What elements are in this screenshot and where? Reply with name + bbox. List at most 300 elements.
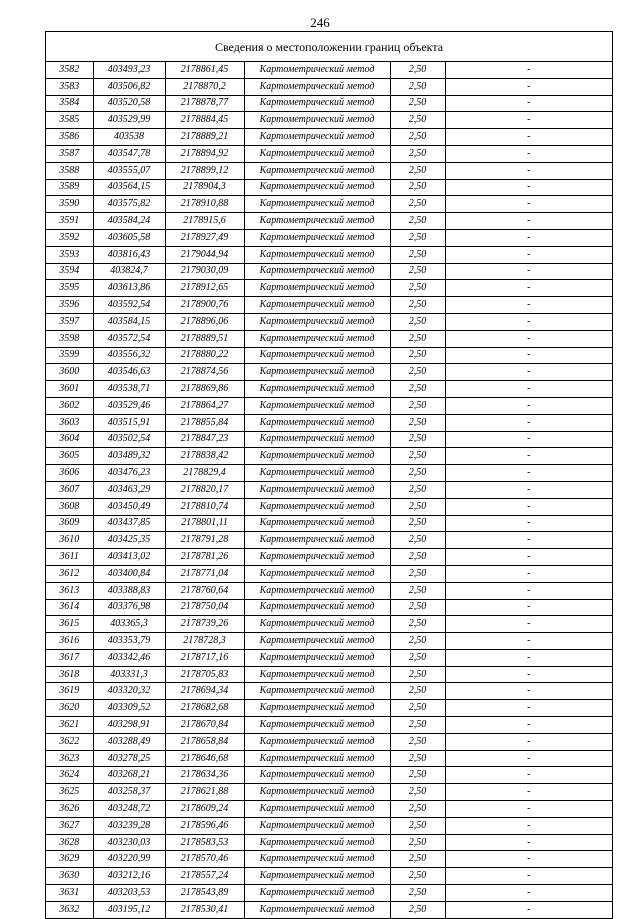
x-coordinate-cell: 403425,35 <box>93 532 165 549</box>
point-number-cell: 3621 <box>46 717 93 734</box>
method-cell: Картометрический метод <box>244 868 390 885</box>
accuracy-cell: 2,50 <box>390 263 445 280</box>
point-number-cell: 3618 <box>46 666 93 683</box>
accuracy-cell: 2,50 <box>390 481 445 498</box>
accuracy-cell: 2,50 <box>390 196 445 213</box>
y-coordinate-cell: 2178829,4 <box>165 465 244 482</box>
y-coordinate-cell: 2178646,68 <box>165 750 244 767</box>
method-cell: Картометрический метод <box>244 817 390 834</box>
x-coordinate-cell: 403320,32 <box>93 683 165 700</box>
accuracy-cell: 2,50 <box>390 162 445 179</box>
y-coordinate-cell: 2178861,45 <box>165 62 244 78</box>
point-number-cell: 3630 <box>46 868 93 885</box>
accuracy-cell: 2,50 <box>390 414 445 431</box>
accuracy-cell: 2,50 <box>390 717 445 734</box>
y-coordinate-cell: 2178910,88 <box>165 196 244 213</box>
description-cell: - <box>445 901 612 917</box>
table-row <box>46 112 612 129</box>
point-number-cell: 3631 <box>46 885 93 902</box>
point-number-cell: 3587 <box>46 145 93 162</box>
x-coordinate-cell: 403529,99 <box>93 112 165 129</box>
y-coordinate-cell: 2178557,24 <box>165 868 244 885</box>
table-row <box>46 381 612 398</box>
table-row <box>46 263 612 280</box>
description-cell: - <box>445 750 612 767</box>
description-cell: - <box>445 515 612 532</box>
accuracy-cell: 2,50 <box>390 498 445 515</box>
y-coordinate-cell: 2178771,04 <box>165 565 244 582</box>
method-cell: Картометрический метод <box>244 851 390 868</box>
point-number-cell: 3590 <box>46 196 93 213</box>
y-coordinate-cell: 2178634,36 <box>165 767 244 784</box>
accuracy-cell: 2,50 <box>390 834 445 851</box>
accuracy-cell: 2,50 <box>390 733 445 750</box>
accuracy-cell: 2,50 <box>390 901 445 917</box>
x-coordinate-cell: 403520,58 <box>93 95 165 112</box>
x-coordinate-cell: 403575,82 <box>93 196 165 213</box>
method-cell: Картометрический метод <box>244 347 390 364</box>
method-cell: Картометрический метод <box>244 129 390 146</box>
point-number-cell: 3605 <box>46 448 93 465</box>
method-cell: Картометрический метод <box>244 62 390 78</box>
y-coordinate-cell: 2178609,24 <box>165 801 244 818</box>
description-cell: - <box>445 616 612 633</box>
method-cell: Картометрический метод <box>244 112 390 129</box>
x-coordinate-cell: 403203,53 <box>93 885 165 902</box>
x-coordinate-cell: 403239,28 <box>93 817 165 834</box>
y-coordinate-cell: 2178570,46 <box>165 851 244 868</box>
accuracy-cell: 2,50 <box>390 549 445 566</box>
description-cell: - <box>445 213 612 230</box>
method-cell: Картометрический метод <box>244 885 390 902</box>
table-row <box>46 532 612 549</box>
description-cell: - <box>445 431 612 448</box>
accuracy-cell: 2,50 <box>390 649 445 666</box>
point-number-cell: 3582 <box>46 62 93 78</box>
table-row <box>46 767 612 784</box>
x-coordinate-cell: 403437,85 <box>93 515 165 532</box>
table-row <box>46 666 612 683</box>
description-cell: - <box>445 62 612 78</box>
x-coordinate-cell: 403506,82 <box>93 78 165 95</box>
method-cell: Картометрический метод <box>244 229 390 246</box>
x-coordinate-cell: 403450,49 <box>93 498 165 515</box>
x-coordinate-cell: 403278,25 <box>93 750 165 767</box>
table-row <box>46 733 612 750</box>
x-coordinate-cell: 403476,23 <box>93 465 165 482</box>
description-cell: - <box>445 834 612 851</box>
description-cell: - <box>445 801 612 818</box>
description-cell: - <box>445 414 612 431</box>
y-coordinate-cell: 2178912,65 <box>165 280 244 297</box>
y-coordinate-cell: 2178864,27 <box>165 397 244 414</box>
accuracy-cell: 2,50 <box>390 767 445 784</box>
description-cell: - <box>445 364 612 381</box>
description-cell: - <box>445 162 612 179</box>
method-cell: Картометрический метод <box>244 700 390 717</box>
method-cell: Картометрический метод <box>244 431 390 448</box>
y-coordinate-cell: 2178820,17 <box>165 481 244 498</box>
description-cell: - <box>445 868 612 885</box>
description-cell: - <box>445 196 612 213</box>
page-number: 246 <box>310 15 330 30</box>
table-row <box>46 162 612 179</box>
y-coordinate-cell: 2178530,41 <box>165 901 244 917</box>
point-number-cell: 3600 <box>46 364 93 381</box>
method-cell: Картометрический метод <box>244 465 390 482</box>
point-number-cell: 3627 <box>46 817 93 834</box>
method-cell: Картометрический метод <box>244 633 390 650</box>
accuracy-cell: 2,50 <box>390 347 445 364</box>
x-coordinate-cell: 403463,29 <box>93 481 165 498</box>
method-cell: Картометрический метод <box>244 246 390 263</box>
method-cell: Картометрический метод <box>244 78 390 95</box>
point-number-cell: 3609 <box>46 515 93 532</box>
x-coordinate-cell: 403413,02 <box>93 549 165 566</box>
table-row <box>46 330 612 347</box>
point-number-cell: 3592 <box>46 229 93 246</box>
description-cell: - <box>445 767 612 784</box>
point-number-cell: 3588 <box>46 162 93 179</box>
method-cell: Картометрический метод <box>244 549 390 566</box>
accuracy-cell: 2,50 <box>390 145 445 162</box>
description-cell: - <box>445 885 612 902</box>
method-cell: Картометрический метод <box>244 767 390 784</box>
x-coordinate-cell: 403342,46 <box>93 649 165 666</box>
table-row <box>46 179 612 196</box>
table-row <box>46 465 612 482</box>
x-coordinate-cell: 403538 <box>93 129 165 146</box>
point-number-cell: 3597 <box>46 313 93 330</box>
table-row <box>46 616 612 633</box>
y-coordinate-cell: 2178889,21 <box>165 129 244 146</box>
table-row <box>46 633 612 650</box>
point-number-cell: 3614 <box>46 599 93 616</box>
y-coordinate-cell: 2178869,86 <box>165 381 244 398</box>
table-row <box>46 229 612 246</box>
accuracy-cell: 2,50 <box>390 616 445 633</box>
table-row <box>46 683 612 700</box>
table-row <box>46 313 612 330</box>
description-cell: - <box>445 817 612 834</box>
table-row <box>46 431 612 448</box>
method-cell: Картометрический метод <box>244 498 390 515</box>
boundary-points-table <box>46 62 612 918</box>
method-cell: Картометрический метод <box>244 297 390 314</box>
description-cell: - <box>445 700 612 717</box>
y-coordinate-cell: 2178915,6 <box>165 213 244 230</box>
y-coordinate-cell: 2178878,77 <box>165 95 244 112</box>
table-row <box>46 851 612 868</box>
accuracy-cell: 2,50 <box>390 532 445 549</box>
point-number-cell: 3589 <box>46 179 93 196</box>
y-coordinate-cell: 2178750,04 <box>165 599 244 616</box>
accuracy-cell: 2,50 <box>390 801 445 818</box>
table-row <box>46 901 612 917</box>
point-number-cell: 3610 <box>46 532 93 549</box>
y-coordinate-cell: 2178739,26 <box>165 616 244 633</box>
x-coordinate-cell: 403376,98 <box>93 599 165 616</box>
point-number-cell: 3623 <box>46 750 93 767</box>
point-number-cell: 3606 <box>46 465 93 482</box>
point-number-cell: 3619 <box>46 683 93 700</box>
description-cell: - <box>445 465 612 482</box>
accuracy-cell: 2,50 <box>390 750 445 767</box>
method-cell: Картометрический метод <box>244 313 390 330</box>
point-number-cell: 3625 <box>46 784 93 801</box>
table-row <box>46 549 612 566</box>
accuracy-cell: 2,50 <box>390 62 445 78</box>
y-coordinate-cell: 2178781,26 <box>165 549 244 566</box>
table-row <box>46 717 612 734</box>
table-row <box>46 280 612 297</box>
table-row <box>46 364 612 381</box>
x-coordinate-cell: 403220,99 <box>93 851 165 868</box>
point-number-cell: 3596 <box>46 297 93 314</box>
table-row <box>46 448 612 465</box>
method-cell: Картометрический метод <box>244 834 390 851</box>
y-coordinate-cell: 2178880,22 <box>165 347 244 364</box>
point-number-cell: 3584 <box>46 95 93 112</box>
accuracy-cell: 2,50 <box>390 129 445 146</box>
x-coordinate-cell: 403816,43 <box>93 246 165 263</box>
description-cell: - <box>445 280 612 297</box>
description-cell: - <box>445 582 612 599</box>
description-cell: - <box>445 549 612 566</box>
description-cell: - <box>445 649 612 666</box>
point-number-cell: 3591 <box>46 213 93 230</box>
description-cell: - <box>445 666 612 683</box>
accuracy-cell: 2,50 <box>390 78 445 95</box>
point-number-cell: 3586 <box>46 129 93 146</box>
table-row <box>46 868 612 885</box>
point-number-cell: 3632 <box>46 901 93 917</box>
method-cell: Картометрический метод <box>244 666 390 683</box>
accuracy-cell: 2,50 <box>390 784 445 801</box>
method-cell: Картометрический метод <box>244 801 390 818</box>
x-coordinate-cell: 403538,71 <box>93 381 165 398</box>
point-number-cell: 3594 <box>46 263 93 280</box>
x-coordinate-cell: 403258,37 <box>93 784 165 801</box>
x-coordinate-cell: 403605,58 <box>93 229 165 246</box>
method-cell: Картометрический метод <box>244 448 390 465</box>
y-coordinate-cell: 2178900,76 <box>165 297 244 314</box>
accuracy-cell: 2,50 <box>390 297 445 314</box>
method-cell: Картометрический метод <box>244 582 390 599</box>
x-coordinate-cell: 403564,15 <box>93 179 165 196</box>
y-coordinate-cell: 2178717,16 <box>165 649 244 666</box>
y-coordinate-cell: 2178670,84 <box>165 717 244 734</box>
table-row <box>46 78 612 95</box>
y-coordinate-cell: 2178705,83 <box>165 666 244 683</box>
table-row <box>46 750 612 767</box>
method-cell: Картометрический метод <box>244 364 390 381</box>
description-cell: - <box>445 784 612 801</box>
method-cell: Картометрический метод <box>244 717 390 734</box>
x-coordinate-cell: 403489,32 <box>93 448 165 465</box>
y-coordinate-cell: 2178899,12 <box>165 162 244 179</box>
description-cell: - <box>445 733 612 750</box>
point-number-cell: 3598 <box>46 330 93 347</box>
table-row <box>46 784 612 801</box>
method-cell: Картометрический метод <box>244 381 390 398</box>
x-coordinate-cell: 403195,12 <box>93 901 165 917</box>
y-coordinate-cell: 2178927,49 <box>165 229 244 246</box>
x-coordinate-cell: 403298,91 <box>93 717 165 734</box>
point-number-cell: 3585 <box>46 112 93 129</box>
table-row <box>46 62 612 78</box>
point-number-cell: 3607 <box>46 481 93 498</box>
point-number-cell: 3624 <box>46 767 93 784</box>
y-coordinate-cell: 2178621,88 <box>165 784 244 801</box>
y-coordinate-cell: 2178543,89 <box>165 885 244 902</box>
y-coordinate-cell: 2178855,84 <box>165 414 244 431</box>
x-coordinate-cell: 403212,16 <box>93 868 165 885</box>
description-cell: - <box>445 448 612 465</box>
description-cell: - <box>445 145 612 162</box>
x-coordinate-cell: 403547,78 <box>93 145 165 162</box>
accuracy-cell: 2,50 <box>390 817 445 834</box>
description-cell: - <box>445 179 612 196</box>
accuracy-cell: 2,50 <box>390 885 445 902</box>
accuracy-cell: 2,50 <box>390 280 445 297</box>
table-row <box>46 129 612 146</box>
table-row <box>46 196 612 213</box>
x-coordinate-cell: 403388,83 <box>93 582 165 599</box>
method-cell: Картометрический метод <box>244 196 390 213</box>
x-coordinate-cell: 403572,54 <box>93 330 165 347</box>
description-cell: - <box>445 112 612 129</box>
y-coordinate-cell: 2178889,51 <box>165 330 244 347</box>
y-coordinate-cell: 2178760,64 <box>165 582 244 599</box>
point-number-cell: 3629 <box>46 851 93 868</box>
table-row <box>46 515 612 532</box>
table-row <box>46 297 612 314</box>
method-cell: Картометрический метод <box>244 565 390 582</box>
point-number-cell: 3628 <box>46 834 93 851</box>
accuracy-cell: 2,50 <box>390 515 445 532</box>
x-coordinate-cell: 403556,32 <box>93 347 165 364</box>
accuracy-cell: 2,50 <box>390 599 445 616</box>
method-cell: Картометрический метод <box>244 599 390 616</box>
description-cell: - <box>445 95 612 112</box>
method-cell: Картометрический метод <box>244 649 390 666</box>
method-cell: Картометрический метод <box>244 179 390 196</box>
accuracy-cell: 2,50 <box>390 95 445 112</box>
x-coordinate-cell: 403309,52 <box>93 700 165 717</box>
x-coordinate-cell: 403353,79 <box>93 633 165 650</box>
accuracy-cell: 2,50 <box>390 448 445 465</box>
y-coordinate-cell: 2178658,84 <box>165 733 244 750</box>
y-coordinate-cell: 2179030,09 <box>165 263 244 280</box>
point-number-cell: 3617 <box>46 649 93 666</box>
method-cell: Картометрический метод <box>244 280 390 297</box>
method-cell: Картометрический метод <box>244 95 390 112</box>
point-number-cell: 3593 <box>46 246 93 263</box>
x-coordinate-cell: 403502,54 <box>93 431 165 448</box>
description-cell: - <box>445 229 612 246</box>
table-row <box>46 817 612 834</box>
accuracy-cell: 2,50 <box>390 112 445 129</box>
method-cell: Картометрический метод <box>244 784 390 801</box>
x-coordinate-cell: 403515,91 <box>93 414 165 431</box>
point-number-cell: 3604 <box>46 431 93 448</box>
method-cell: Картометрический метод <box>244 145 390 162</box>
table-row <box>46 347 612 364</box>
table-row <box>46 700 612 717</box>
description-cell: - <box>445 397 612 414</box>
y-coordinate-cell: 2178904,3 <box>165 179 244 196</box>
x-coordinate-cell: 403268,21 <box>93 767 165 784</box>
method-cell: Картометрический метод <box>244 414 390 431</box>
accuracy-cell: 2,50 <box>390 213 445 230</box>
y-coordinate-cell: 2178870,2 <box>165 78 244 95</box>
point-number-cell: 3620 <box>46 700 93 717</box>
description-cell: - <box>445 129 612 146</box>
method-cell: Картометрический метод <box>244 750 390 767</box>
point-number-cell: 3615 <box>46 616 93 633</box>
description-cell: - <box>445 481 612 498</box>
accuracy-cell: 2,50 <box>390 397 445 414</box>
table-row <box>46 498 612 515</box>
table-row <box>46 481 612 498</box>
x-coordinate-cell: 403529,46 <box>93 397 165 414</box>
description-cell: - <box>445 297 612 314</box>
description-cell: - <box>445 717 612 734</box>
y-coordinate-cell: 2178801,11 <box>165 515 244 532</box>
method-cell: Картометрический метод <box>244 213 390 230</box>
description-cell: - <box>445 78 612 95</box>
x-coordinate-cell: 403592,54 <box>93 297 165 314</box>
description-cell: - <box>445 532 612 549</box>
x-coordinate-cell: 403493,23 <box>93 62 165 78</box>
description-cell: - <box>445 330 612 347</box>
description-cell: - <box>445 347 612 364</box>
accuracy-cell: 2,50 <box>390 851 445 868</box>
y-coordinate-cell: 2178884,45 <box>165 112 244 129</box>
description-cell: - <box>445 498 612 515</box>
point-number-cell: 3622 <box>46 733 93 750</box>
y-coordinate-cell: 2179044,94 <box>165 246 244 263</box>
method-cell: Картометрический метод <box>244 901 390 917</box>
table-body <box>46 62 612 918</box>
method-cell: Картометрический метод <box>244 263 390 280</box>
table-row <box>46 599 612 616</box>
boundary-table-frame <box>45 31 613 919</box>
x-coordinate-cell: 403584,15 <box>93 313 165 330</box>
description-cell: - <box>445 851 612 868</box>
accuracy-cell: 2,50 <box>390 313 445 330</box>
y-coordinate-cell: 2178596,46 <box>165 817 244 834</box>
accuracy-cell: 2,50 <box>390 465 445 482</box>
point-number-cell: 3603 <box>46 414 93 431</box>
x-coordinate-cell: 403555,07 <box>93 162 165 179</box>
accuracy-cell: 2,50 <box>390 868 445 885</box>
x-coordinate-cell: 403824,7 <box>93 263 165 280</box>
table-row <box>46 246 612 263</box>
description-cell: - <box>445 263 612 280</box>
method-cell: Картометрический метод <box>244 532 390 549</box>
method-cell: Картометрический метод <box>244 397 390 414</box>
point-number-cell: 3612 <box>46 565 93 582</box>
point-number-cell: 3599 <box>46 347 93 364</box>
method-cell: Картометрический метод <box>244 330 390 347</box>
accuracy-cell: 2,50 <box>390 565 445 582</box>
point-number-cell: 3613 <box>46 582 93 599</box>
x-coordinate-cell: 403248,72 <box>93 801 165 818</box>
y-coordinate-cell: 2178728,3 <box>165 633 244 650</box>
accuracy-cell: 2,50 <box>390 364 445 381</box>
